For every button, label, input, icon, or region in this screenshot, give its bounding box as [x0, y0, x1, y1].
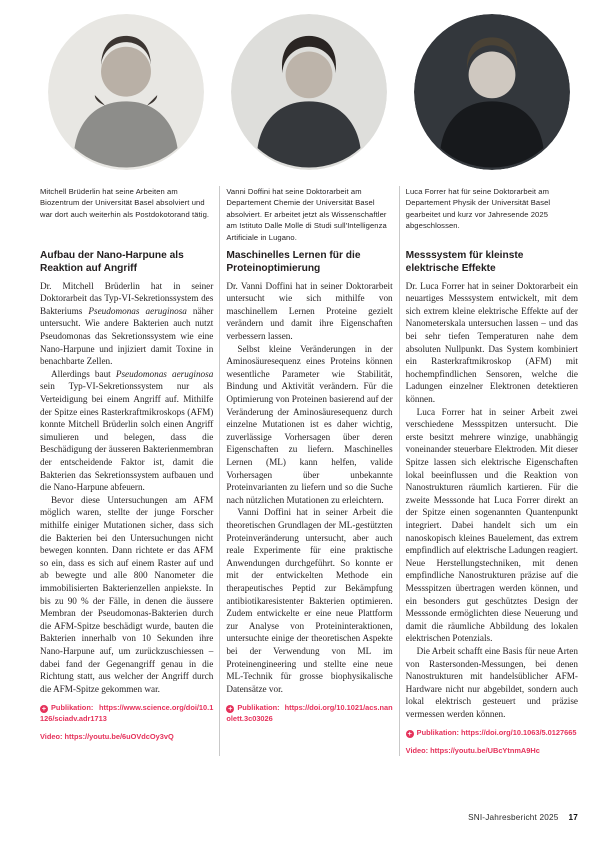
- article-links: [226, 702, 392, 724]
- report-title: SNI-Jahresbericht 2025: [468, 813, 559, 822]
- link-label: Video:: [405, 745, 431, 755]
- article-paragraph: Die Arbeit schafft eine Basis für neue Arten von Rastersonden-Messungen, bei denen Nanostrukturen mit handelsüblicher AFM-Hardware nicht nur abgebildet, sondern auch lokal elektrisch gesteuert und präzise vermessen werden können.: [405, 645, 578, 719]
- article-paragraph: Luca Forrer hat in seiner Arbeit zwei verschiedene Messspitzen untersucht. Die erste besitzt mehrere winzige, unabhängig voneinander steuerbare Elektroden. Mit dieser Spitze lassen sich elektrische Eigenschaften lokal beeinflussen und die Reaktion von Nanostrukturen räumlich kartieren. Für die zweite Messsonde hat Luca Forrer direkt an der Spitze einen sogenannten Quantenpunkt integriert. Dabei handelt sich um ein nanoskopisch kleines Bauelement, das extrem empfindlich auf elektrische Ladungen reagiert. Neue Herstellungstechniken, mit denen empfindliche Nanostrukturen präzise auf die Messspitzen übertragen werden können, und ein besonders gut geschütztes Design der Messsonde ermöglichten diese Neuerung und damit die räumliche Abbildung des lokalen elektrischen Potenzials.: [405, 406, 578, 644]
- publication-link[interactable]: [40, 702, 213, 724]
- video-link[interactable]: [40, 731, 213, 742]
- article-heading: Maschinelles Lernen für die Proteinoptimierung: [226, 250, 361, 274]
- article-heading: Aufbau der Nano-Harpune als Reaktion auf Angriff: [40, 250, 184, 274]
- publication-link[interactable]: [226, 702, 392, 724]
- article-heading: Messsystem für kleinste elektrische Effekte: [405, 250, 524, 274]
- article-paragraph: Vanni Doffini hat in seiner Arbeit die theoretischen Grundlagen der ML-gestützten Proteinveränderung untersucht, aber auch reale Experimente für eine praktische Anwendungen durchgeführt. So konnte er mit der entwickelten Methode ein therapeutisches Peptid zur Bekämpfung antibiotikaresistenter Bakterien optimieren. Zudem entwickelte er eine neue Plattform zur Analyse von Proteininteraktionen, untersuchte einige der theoretischen Aspekte bei der Verwendung von ML im Proteinengineering und stellte eine neue ML-Technik für grosse biophysikalische Datensätze vor.: [226, 507, 393, 694]
- photo-caption: Vanni Doffini hat seine Doktorarbeit am Departement Chemie der Universität Basel absolviert. Er arbeitet jetzt als Wissenschaftler am Istituto Dalle Molle di Studi sull'Intelligenza Artificiale in Lugano.: [226, 187, 387, 242]
- column-messsystem: [399, 186, 578, 756]
- link-url: https://www.science.org/doi/10.1126/sciadv.adr1713: [40, 703, 214, 724]
- portrait-photo-luca-forrer: [414, 14, 570, 170]
- column-nano-harpune: [40, 186, 219, 756]
- link-url: https://doi.org/10.1021/acs.nanolett.3c03026: [226, 703, 393, 724]
- page-number: 17: [568, 813, 578, 822]
- article-body: [40, 280, 213, 742]
- page-footer: [468, 813, 578, 822]
- article-body: [226, 280, 392, 725]
- link-label: Publikation:: [237, 703, 285, 713]
- plus-circle-icon: +: [228, 704, 233, 714]
- article-paragraph: Dr. Vanni Doffini hat in seiner Doktorarbeit untersucht wie sich mithilfe von maschinellem Lernen Proteine gezielt verändern und damit ihre Eigenschaften verbessern lassen.: [226, 280, 393, 342]
- link-url: https://youtu.be/6uOVdcOy3vQ: [64, 731, 174, 741]
- publication-link[interactable]: [406, 727, 578, 738]
- portrait-photo-vanni-doffini: [231, 14, 387, 170]
- article-links: [40, 702, 213, 741]
- link-url: https://doi.org/10.1063/5.0127665: [461, 728, 577, 738]
- article-paragraph: Selbst kleine Veränderungen in der Aminosäuresequenz eines Proteins können wesentliche Parameter wie Stabilität, Bindung und Aktivität verändern. Für die Optimierung von Proteinen basierend auf der Veränderung der Aminosäuresequenz durch einzelne Mutationen ist es daher wichtig, zuverlässige Vorhersagen über deren Eigenschaften zu liefern. Maschinelles Lernen (ML) kann helfen, valide Vorhersagen über unbekannte Proteinvarianten zu liefern und so die Suche nach nützlichen Mutationen zu erleichtern.: [226, 343, 393, 505]
- person-silhouette-icon: [414, 14, 570, 170]
- article-links: [406, 727, 578, 755]
- link-label: Publikation:: [51, 703, 100, 713]
- link-label: Publikation:: [416, 728, 462, 738]
- article-columns: [0, 170, 600, 756]
- link-url: https://youtu.be/UBcYtnmA9Hc: [430, 745, 540, 755]
- person-silhouette-icon: [48, 14, 204, 170]
- article-paragraph: Allerdings baut Pseudomonas aeruginosa sein Typ-VI-Sekretionssystem nur als Verteidigung bei einem Angriff auf. Mithilfe der Spitze eines Rasterkraftmikroskops (AFM) konnte Mitchell Brüderlin solch einen Angriff simulieren und belegen, dass die Beschädigung der äusseren Bakterienmembran der entscheidende Faktor ist, damit die Bakterien das Sekretionssystem aufbauen und die Nano-Harpune abfeuern.: [40, 368, 214, 493]
- person-silhouette-icon: [231, 14, 387, 170]
- portrait-photo-row: [0, 0, 600, 170]
- link-label: Video:: [40, 731, 65, 741]
- column-maschinelles-lernen: [219, 186, 398, 756]
- video-link[interactable]: [406, 745, 578, 756]
- photo-caption: Mitchell Brüderlin hat seine Arbeiten am Biozentrum der Universität Basel absolviert und war dort auch weiterhin als Postdokotorand tätig.: [40, 187, 210, 219]
- portrait-photo-mitchell-bruederlin: [48, 14, 204, 170]
- photo-caption: Luca Forrer hat für seine Doktorarbeit am Departement Physik der Universität Basel gearbeitet und kurz vor Jahresende 2025 abgeschlossen.: [405, 187, 551, 231]
- article-paragraph: Dr. Luca Forrer hat in seiner Doktorarbeit ein neuartiges Messsystem entwickelt, mit dem sich extrem kleine elektrische Effekte auf der Nanometerskala untersuchen lassen – und das bei sehr tiefen Temperaturen nahe dem absoluten Nullpunkt. Das System kombiniert ein Rasterkraftmikroskop (AFM) mit hochempfindlichen Sensoren, welche die Ladungen einzelner Elektronen detektieren können.: [405, 280, 578, 405]
- plus-circle-icon: +: [41, 704, 47, 714]
- plus-circle-icon: +: [407, 729, 412, 739]
- article-paragraph: Bevor diese Untersuchungen am AFM möglich waren, stellte der junge Forscher mithilfe einiger Mutationen sicher, dass sich die Bakterien bei den Untersuchungen nicht bewegen konnten. Dann richtete er das AFM so ein, dass es sich auf einem Raster auf und ab bewegte und alle 800 Nanometer die immobilisierten Bakterienzellen anpiekste. In bis zu 90 % der Fälle, in denen die äussere Membran der Pseudomonas-Bakterien durch die AFM-Spitze beschädigt wurde, bauten die Bakterien innerhalb von 10 Sekunden ihre Nano-Harpune auf, um zurückzuschiessen – dabei fand der Gegenangriff genau in die Richtung statt, aus welcher der Angriff durch die AFM-Spitze gekommen war.: [40, 494, 214, 694]
- article-body: [406, 280, 578, 756]
- article-paragraph: Dr. Mitchell Brüderlin hat in seiner Doktorarbeit das Typ-VI-Sekretionssystem des Bakteriums Pseudomonas aeruginosa näher untersucht. Wie andere Bakterien auch nutzt Pseudomonas das Sekretionssystem wie eine Nano-Harpune und injiziert damit Toxine in benachbarte Zellen.: [40, 280, 214, 367]
